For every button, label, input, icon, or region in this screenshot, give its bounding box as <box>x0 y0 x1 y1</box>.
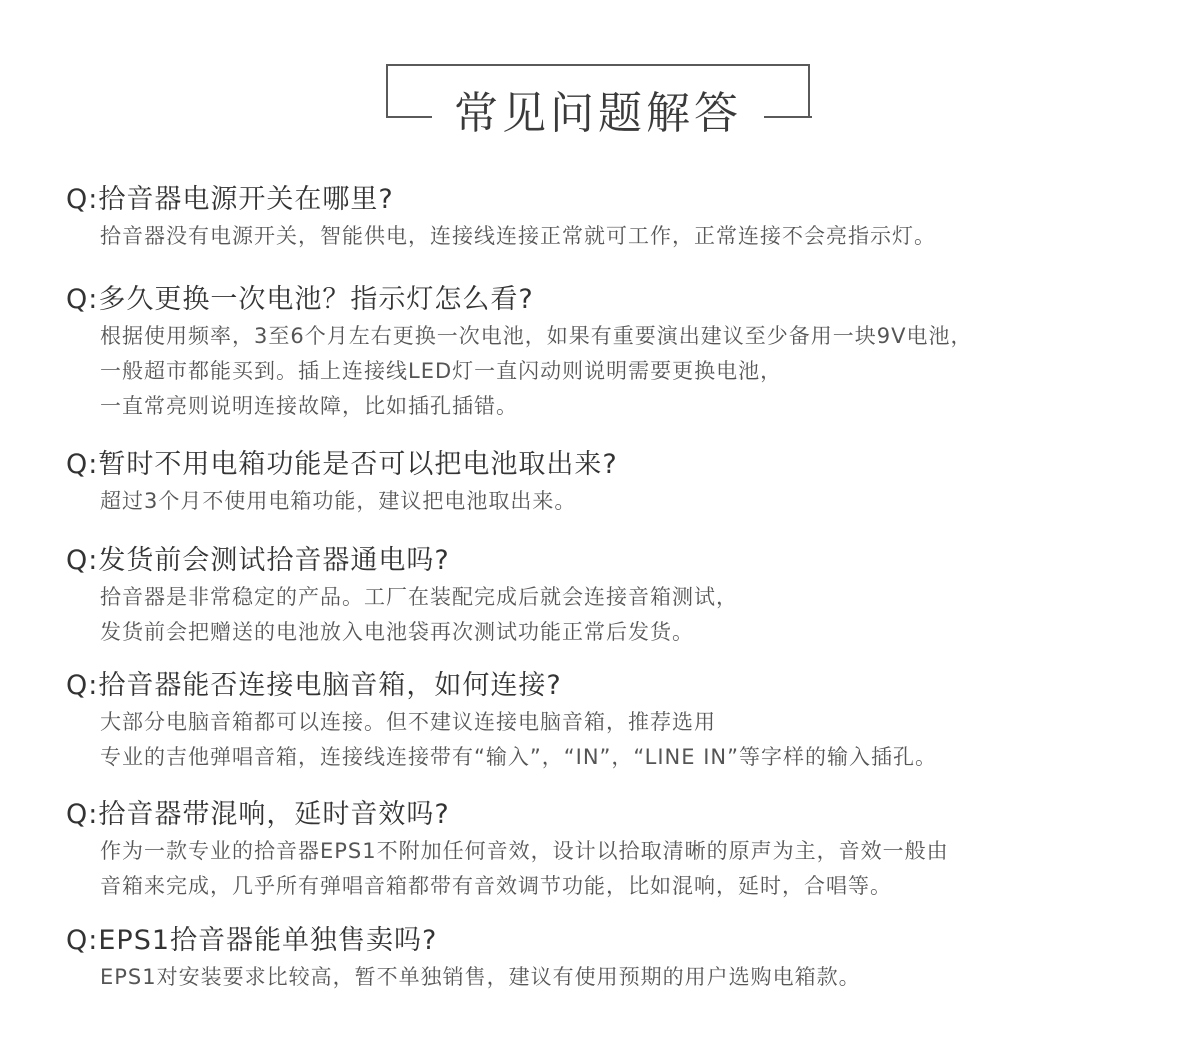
faq-answer <box>100 319 1186 424</box>
faq-item <box>66 924 1186 995</box>
faq-item <box>66 544 1186 650</box>
page-title: 常见问题解答 <box>432 84 764 144</box>
faq-answer-line: 一直常亮则说明连接故障，比如插孔插错。 <box>100 394 518 418</box>
faq-answer-line: EPS1对安装要求比较高，暂不单独销售，建议有使用预期的用户选购电箱款。 <box>100 965 861 989</box>
faq-item <box>66 798 1186 904</box>
faq-question: Q:发货前会测试拾音器通电吗? <box>66 545 450 576</box>
faq-answer-line: 拾音器是非常稳定的产品。工厂在装配完成后就会连接音箱测试， <box>100 585 738 609</box>
title-underline-right <box>764 116 812 118</box>
faq-question: Q:拾音器电源开关在哪里? <box>66 184 394 215</box>
faq-item <box>66 669 1186 775</box>
faq-question: Q:多久更换一次电池？指示灯怎么看? <box>66 284 534 315</box>
faq-answer <box>100 580 1186 650</box>
faq-answer <box>100 219 1186 254</box>
faq-item <box>66 283 1186 424</box>
faq-answer <box>100 960 1186 995</box>
faq-answer-line: 大部分电脑音箱都可以连接。但不建议连接电脑音箱，推荐选用 <box>100 710 716 734</box>
faq-item <box>66 448 1186 519</box>
faq-answer <box>100 484 1186 519</box>
faq-answer-line: 拾音器没有电源开关，智能供电，连接线连接正常就可工作，正常连接不会亮指示灯。 <box>100 224 936 248</box>
faq-answer-line: 专业的吉他弹唱音箱，连接线连接带有“输入”，“IN”，“LINE IN”等字样的输入插孔。 <box>100 745 937 769</box>
faq-question: Q:暂时不用电箱功能是否可以把电池取出来? <box>66 449 618 480</box>
faq-answer <box>100 834 1186 904</box>
faq-answer-line: 作为一款专业的拾音器EPS1不附加任何音效，设计以拾取清晰的原声为主，音效一般由 <box>100 839 949 863</box>
faq-answer-line: 超过3个月不使用电箱功能，建议把电池取出来。 <box>100 489 577 513</box>
faq-answer-line: 发货前会把赠送的电池放入电池袋再次测试功能正常后发货。 <box>100 620 694 644</box>
faq-question: Q:拾音器带混响，延时音效吗? <box>66 799 450 830</box>
faq-answer <box>100 705 1186 775</box>
faq-answer-line: 音箱来完成，几乎所有弹唱音箱都带有音效调节功能，比如混响，延时，合唱等。 <box>100 874 892 898</box>
faq-answer-line: 根据使用频率，3至6个月左右更换一次电池，如果有重要演出建议至少备用一块9V电池， <box>100 324 973 348</box>
title-underline-left <box>386 116 432 118</box>
faq-question: Q:EPS1拾音器能单独售卖吗? <box>66 925 438 956</box>
faq-question: Q:拾音器能否连接电脑音箱，如何连接? <box>66 670 562 701</box>
faq-item <box>66 183 1186 254</box>
faq-answer-line: 一般超市都能买到。插上连接线LED灯一直闪动则说明需要更换电池， <box>100 359 783 383</box>
